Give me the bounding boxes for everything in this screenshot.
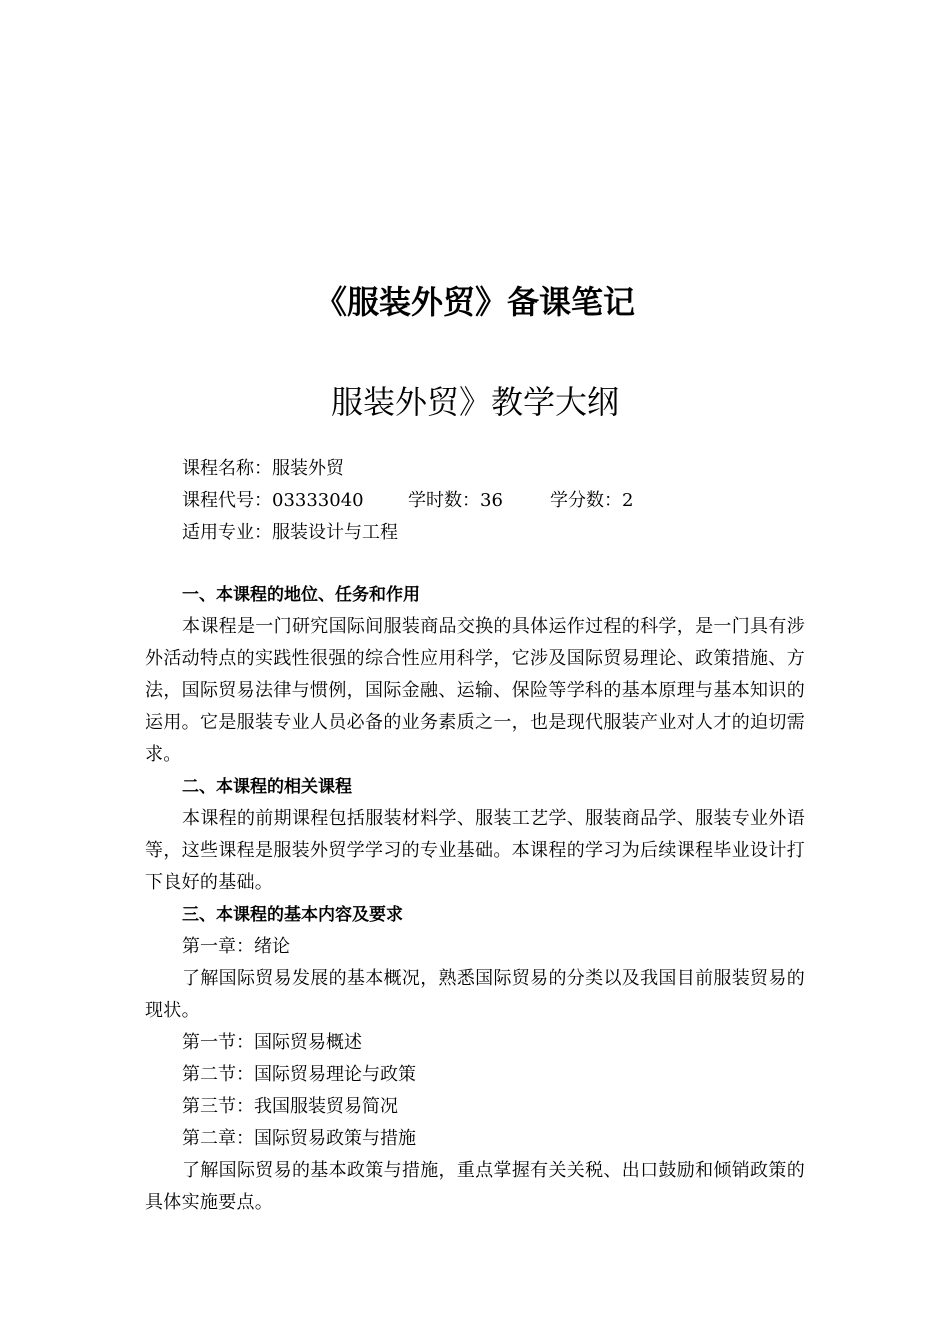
section-heading-3: 三、本课程的基本内容及要求	[182, 905, 403, 925]
section-paragraph-1: 本课程是一门研究国际间服装商品交换的具体运作过程的科学，是一门具有涉外活动特点的实践性很强的综合性应用科学，它涉及国际贸易理论、政策措施、方法，国际贸易法律与惯例，国际金融、运输、保险等学科的基本原理与基本知识的运用。它是服装专业人员必备的业务素质之一，也是现代服装产业对人才的迫切需求。	[145, 616, 805, 765]
spacer	[145, 549, 805, 579]
course-code: 课程代号：03333040	[182, 490, 364, 511]
section-paragraph-2: 本课程的前期课程包括服装材料学、服装工艺学、服装商品学、服装专业外语等，这些课程是服装外贸学学习的专业基础。本课程的学习为后续课程毕业设计打下良好的基础。	[145, 808, 805, 893]
chapter-2-paragraph: 了解国际贸易的基本政策与措施，重点掌握有关关税、出口鼓励和倾销政策的具体实施要点。	[145, 1160, 805, 1213]
course-name: 课程名称：服装外贸	[182, 458, 344, 479]
chapter-1-paragraph: 了解国际贸易发展的基本概况，熟悉国际贸易的分类以及我国目前服装贸易的现状。	[145, 968, 805, 1021]
chapter-1-section-3: 第三节：我国服装贸易简况	[182, 1096, 398, 1117]
chapter-1-section-2: 第二节：国际贸易理论与政策	[182, 1064, 416, 1085]
document-subtitle: 服装外贸》教学大纲	[330, 383, 619, 421]
chapter-1-section-1: 第一节：国际贸易概述	[182, 1032, 362, 1053]
chapter-1-title: 第一章：绪论	[182, 936, 290, 957]
document-title: 《服装外贸》备课笔记	[314, 283, 635, 321]
credits: 学分数：2	[550, 490, 634, 511]
class-hours: 学时数：36	[408, 490, 503, 511]
section-heading-1: 一、本课程的地位、任务和作用	[182, 585, 420, 605]
document-body	[145, 453, 805, 1219]
section-heading-2: 二、本课程的相关课程	[182, 777, 352, 797]
applicable-major: 适用专业：服装设计与工程	[182, 522, 398, 543]
course-meta-row	[145, 485, 805, 517]
chapter-2-title: 第二章：国际贸易政策与措施	[182, 1128, 416, 1149]
